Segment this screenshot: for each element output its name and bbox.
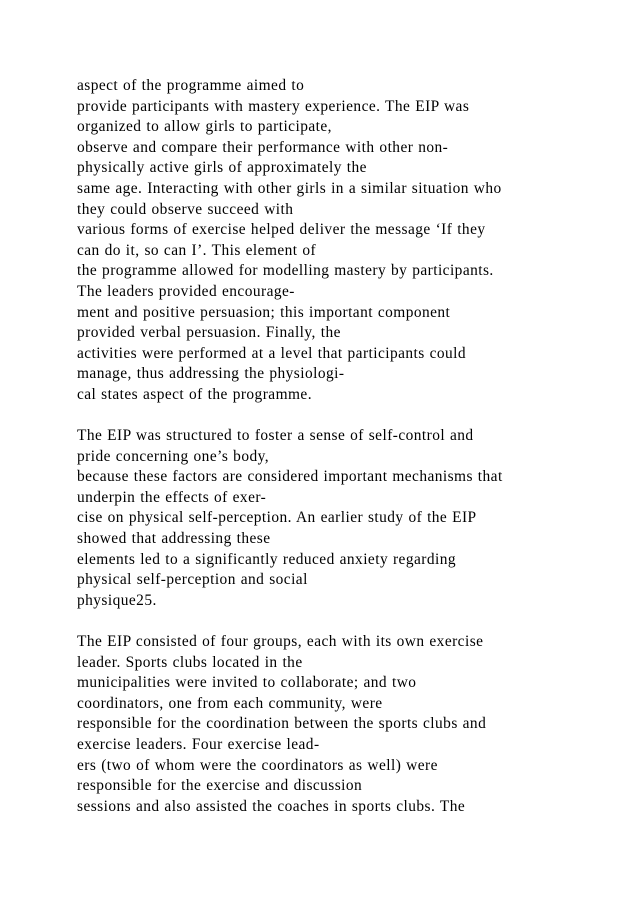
text-line: elements led to a significantly reduced anxiety regarding (77, 550, 457, 568)
text-line: because these factors are considered important mechanisms that (77, 468, 503, 486)
text-line: underpin the effects of exer- (77, 488, 267, 506)
text-line: coordinators, one from each community, were (77, 694, 383, 712)
paragraph-spacer (77, 406, 622, 427)
paragraph-spacer (77, 611, 622, 632)
text-line: municipalities were invited to collaborate; and two (77, 674, 417, 692)
text-line: The leaders provided encourage- (77, 282, 295, 300)
paragraph-2 (77, 426, 622, 611)
text-line: showed that addressing these (77, 530, 271, 548)
text-line: they could observe succeed with (77, 200, 294, 218)
text-line: pride concerning one’s body, (77, 447, 270, 465)
text-line: provide participants with mastery experience. The EIP was (77, 97, 470, 115)
text-line: sessions and also assisted the coaches in sports clubs. The (77, 797, 466, 815)
text-line: can do it, so can I’. This element of (77, 241, 317, 259)
paragraph-1 (77, 76, 622, 406)
text-line: physical self-perception and social (77, 571, 308, 589)
text-line: cise on physical self-perception. An earlier study of the EIP (77, 509, 477, 527)
text-line: organized to allow girls to participate, (77, 118, 332, 136)
text-line: observe and compare their performance with other non- (77, 138, 449, 156)
text-line: activities were performed at a level that participants could (77, 344, 467, 362)
text-line: manage, thus addressing the physiologi- (77, 365, 345, 383)
text-line: responsible for the coordination between the sports clubs and (77, 715, 487, 733)
text-line: cal states aspect of the programme. (77, 385, 312, 403)
text-line: aspect of the programme aimed to (77, 77, 305, 94)
text-line: The EIP consisted of four groups, each with its own exercise (77, 633, 484, 651)
text-line: the programme allowed for modelling mastery by participants. (77, 262, 494, 280)
text-line: physique25. (77, 591, 157, 609)
text-line: responsible for the exercise and discussion (77, 777, 363, 795)
text-line: various forms of exercise helped deliver the message ‘If they (77, 221, 486, 239)
text-line: same age. Interacting with other girls in a similar situation who (77, 179, 502, 197)
paragraph-3 (77, 632, 622, 817)
text-line: The EIP was structured to foster a sense of self-control and (77, 427, 474, 445)
text-line: ment and positive persuasion; this important component (77, 303, 451, 321)
text-line: ers (two of whom were the coordinators as well) were (77, 756, 438, 774)
text-line: leader. Sports clubs located in the (77, 653, 303, 671)
text-line: exercise leaders. Four exercise lead- (77, 736, 320, 753)
text-line: provided verbal persuasion. Finally, the (77, 324, 341, 342)
document-body (77, 76, 622, 817)
text-line: physically active girls of approximately the (77, 159, 367, 177)
